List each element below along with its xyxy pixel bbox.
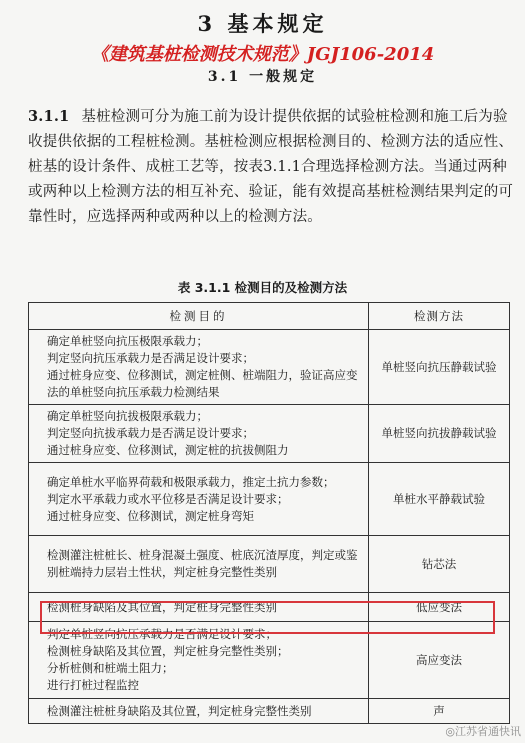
purpose-cell xyxy=(29,699,369,724)
purpose-line: 检测桩身缺陷及其位置，判定桩身完整性类别； xyxy=(47,644,289,658)
clause-number: 3.1.1 xyxy=(28,108,70,125)
method-cell: 高应变法 xyxy=(369,622,510,699)
purpose-cell xyxy=(29,330,369,405)
table-caption: 表 3.1.1 检测目的及检测方法 xyxy=(177,280,348,295)
table-row xyxy=(29,536,510,593)
purpose-line: 判定单桩竖向抗压承载力是否满足设计要求； xyxy=(47,627,277,641)
method-cell: 钻芯法 xyxy=(369,536,510,593)
purpose-line: 进行打桩过程监控 xyxy=(47,678,139,692)
purpose-line: 确定单桩竖向抗拔极限承载力； xyxy=(47,409,208,423)
purpose-line: 确定单桩竖向抗压极限承载力； xyxy=(47,334,208,348)
clause-text: 基桩检测可分为施工前为设计提供依据的试验桩检测和施工后为验收提供依据的工程桩检测。基桩检测应根据检测目的、检测方法的适应性、桩基的设计条件、成桩工艺等，按表3.1.1合理选择检测方法。当通过两种或两种以上检测方法的相互补充、验证，能有效提高基桩检测结果判定的可靠性时，应选择两种或两种以上的检测方法。 xyxy=(28,109,514,225)
table-header-row xyxy=(29,303,510,330)
purpose-line: 检测灌注桩桩身缺陷及其位置，判定桩身完整性类别 xyxy=(47,703,312,718)
header-method: 检测方法 xyxy=(369,303,510,330)
chapter-title: 3 基本规定 xyxy=(197,11,328,36)
purpose-line: 确定单桩水平临界荷载和极限承载力，推定土抗力参数； xyxy=(47,474,335,489)
purpose-line: 通过桩身应变、位移测试，测定桩身弯矩 xyxy=(47,508,254,523)
purpose-cell xyxy=(29,536,369,593)
method-cell: 单桩竖向抗压静载试验 xyxy=(369,330,510,405)
purpose-line: 通过桩身应变、位移测试，测定桩侧、桩端阻力，验证高应变法的单桩竖向抗压承载力检测结果 xyxy=(47,368,358,399)
table-row xyxy=(29,405,510,463)
highlight-box xyxy=(40,601,495,634)
purpose-cell xyxy=(29,405,369,463)
purpose-line: 检测桩身缺陷及其位置，判定桩身完整性类别 xyxy=(47,599,277,614)
purpose-line: 分析桩侧和桩端土阻力； xyxy=(47,661,174,675)
clause-3-1-1 xyxy=(28,104,518,230)
watermark xyxy=(445,723,521,739)
purpose-line: 检测灌注桩桩长、桩身混凝土强度、桩底沉渣厚度，判定或鉴别桩端持力层岩土性状，判定桩身完整性类别 xyxy=(47,548,358,579)
table-row xyxy=(29,463,510,536)
purpose-line: 判定竖向抗压承载力是否满足设计要求； xyxy=(47,351,254,365)
section-title: 3.1 一般规定 xyxy=(207,69,318,85)
methods-table xyxy=(28,302,510,724)
purpose-line: 通过桩身应变、位移测试，测定桩的抗拔侧阻力 xyxy=(47,443,289,457)
method-cell: 声 xyxy=(369,699,510,724)
document-overlay-title: 《建筑基桩检测技术规范》JGJ106-2014 xyxy=(90,44,435,65)
watermark-text: ◎江苏省通快讯 xyxy=(445,725,521,738)
header-purpose: 检测目的 xyxy=(29,303,369,330)
purpose-line: 判定水平承载力或水平位移是否满足设计要求； xyxy=(47,491,289,506)
purpose-line: 判定竖向抗拔承载力是否满足设计要求； xyxy=(47,426,254,440)
purpose-cell xyxy=(29,463,369,536)
table-row xyxy=(29,330,510,405)
method-cell: 低应变法 xyxy=(369,593,510,622)
method-cell: 单桩水平静载试验 xyxy=(369,463,510,536)
method-cell: 单桩竖向抗拔静载试验 xyxy=(369,405,510,463)
table-row xyxy=(29,699,510,724)
